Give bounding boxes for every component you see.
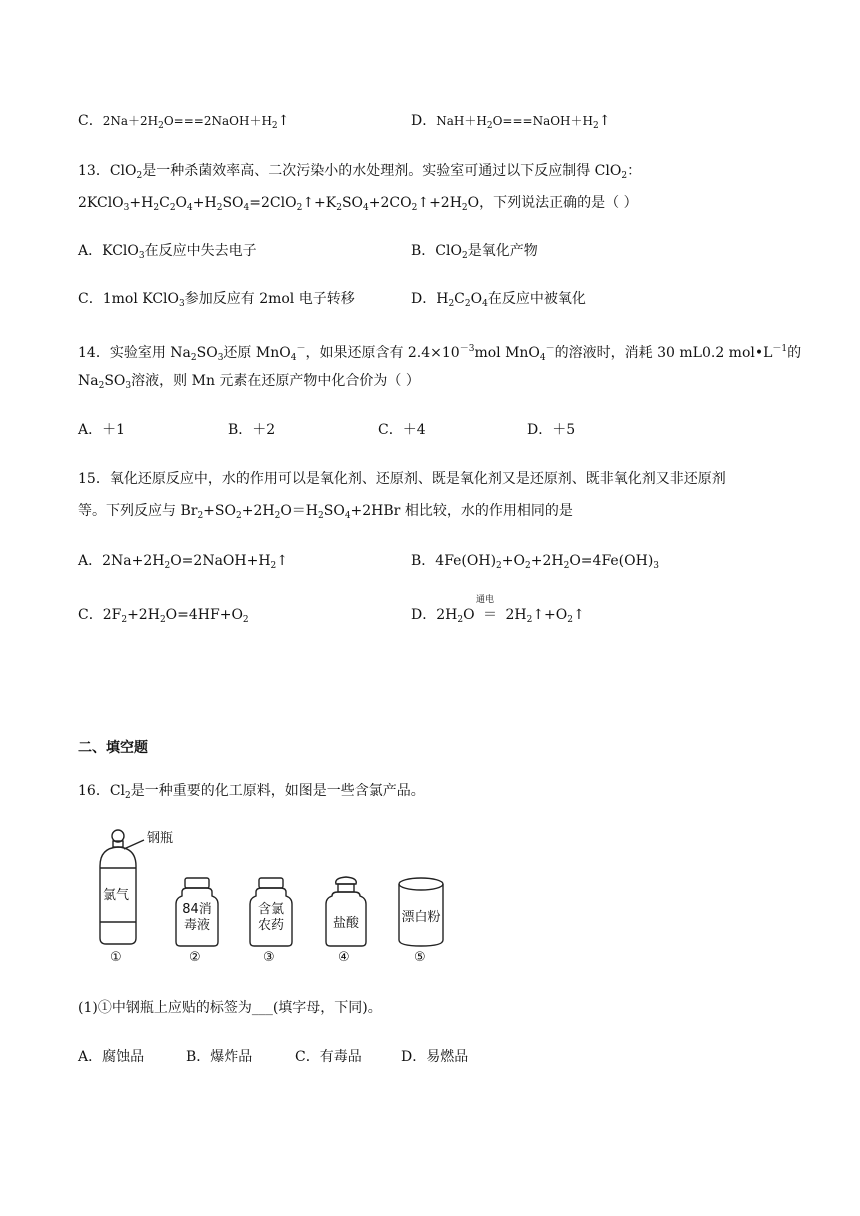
section-title: 二、填空题 (78, 740, 148, 756)
q13-stem-line1: 13．ClO$_2$是一种杀菌效率高、二次污染小的水处理剂。实验室可通过以下反应制得 ClO$_2$： (78, 163, 642, 181)
electrolysis-condition: 通电 (476, 595, 495, 605)
q14-option-a: A．＋1 (78, 422, 126, 438)
q13-option-d: D．$H_2C_2O_4$在反应中被氧化 (411, 291, 586, 309)
q16-option-a: A．腐蚀品 (78, 1049, 145, 1065)
q12-option-d: D．$NaH+H_2O===NaOH+H_2↑$ (411, 113, 611, 131)
q13-stem-line2: $2KClO_3+H_2C_2O_4+H_2SO_4=2ClO_2↑+K_2SO_4+2CO_2↑+2H_2O$，下列说法正确的是（ ） (78, 195, 638, 213)
q13-option-a: A．KClO$_3$在反应中失去电子 (78, 243, 257, 261)
pesticide-label: 含氯 农药 (257, 902, 284, 933)
q16-option-c: C．有毒品 (295, 1049, 362, 1065)
q14-option-c: C．＋4 (378, 422, 426, 438)
q15-stem-line2: 等。下列反应与 $Br_2+SO_2+2H_2O=H_2SO_4+2HBr$ 相比较，水的作用相同的是 (78, 503, 573, 521)
q16-option-d: D．易燃品 (401, 1049, 469, 1065)
q12-option-c: C．$2Na+2H_2O===2NaOH+H_2↑$ (78, 113, 290, 131)
acid-label: 盐酸 (332, 916, 359, 931)
q14-option-b: B．＋2 (228, 422, 276, 438)
figure-number-2: ② (189, 950, 201, 965)
q15-stem-line1: 15．氧化还原反应中，水的作用可以是氧化剂、还原剂、既是氧化剂又是还原剂、既非氧化剂又非还原剂 (78, 471, 726, 487)
figure-number-3: ③ (263, 950, 275, 965)
q13-option-b: B．ClO$_2$是氧化产物 (411, 243, 538, 261)
q16-sub1: (1)①中钢瓶上应贴的标签为___(填字母，下同)。 (78, 1000, 382, 1016)
chlorine-label: 氯气 (103, 888, 130, 903)
figure-number-4: ④ (338, 950, 350, 965)
q15-option-d: D．$2H_2O$ 通电 ＝ $2H_2↑+O_2↑$ (411, 605, 585, 630)
q16-option-b: B．爆炸品 (186, 1049, 253, 1065)
q15-option-c: C．$2F_2+2H_2O=4HF+O_2$ (78, 607, 249, 625)
q14-stem-line2: $Na_2SO_3$溶液，则 Mn 元素在还原产物中化合价为（ ） (78, 373, 420, 391)
cylinder-label: 钢瓶 (147, 831, 174, 846)
disinfectant-label: 84消 毒液 (182, 902, 212, 933)
bleach-label: 漂白粉 (401, 910, 441, 925)
q15-option-b: B．$4Fe(OH)_2+O_2+2H_2O=4Fe(OH)_3$ (411, 553, 660, 571)
figure-number-1: ① (110, 950, 122, 965)
chlorine-products-figure (88, 826, 448, 971)
q15-option-a: A．$2Na+2H_2O=2NaOH+H_2↑$ (78, 553, 289, 571)
q14-stem-line1: 14．实验室用 $Na_2SO_3$还原 MnO$_4$－，如果还原含有 $2.4\times 10^{-3}mol$ MnO$_4$－的溶液时，消耗 30 mL0.2 $mol•L^{-1}$的 (78, 344, 802, 363)
figure-number-5: ⑤ (414, 950, 426, 965)
q13-option-c: C．1mol KClO$_3$参加反应有 2mol 电子转移 (78, 291, 355, 309)
q14-option-d: D．＋5 (527, 422, 576, 438)
q16-stem: 16．$Cl_2$是一种重要的化工原料，如图是一些含氯产品。 (78, 783, 425, 801)
